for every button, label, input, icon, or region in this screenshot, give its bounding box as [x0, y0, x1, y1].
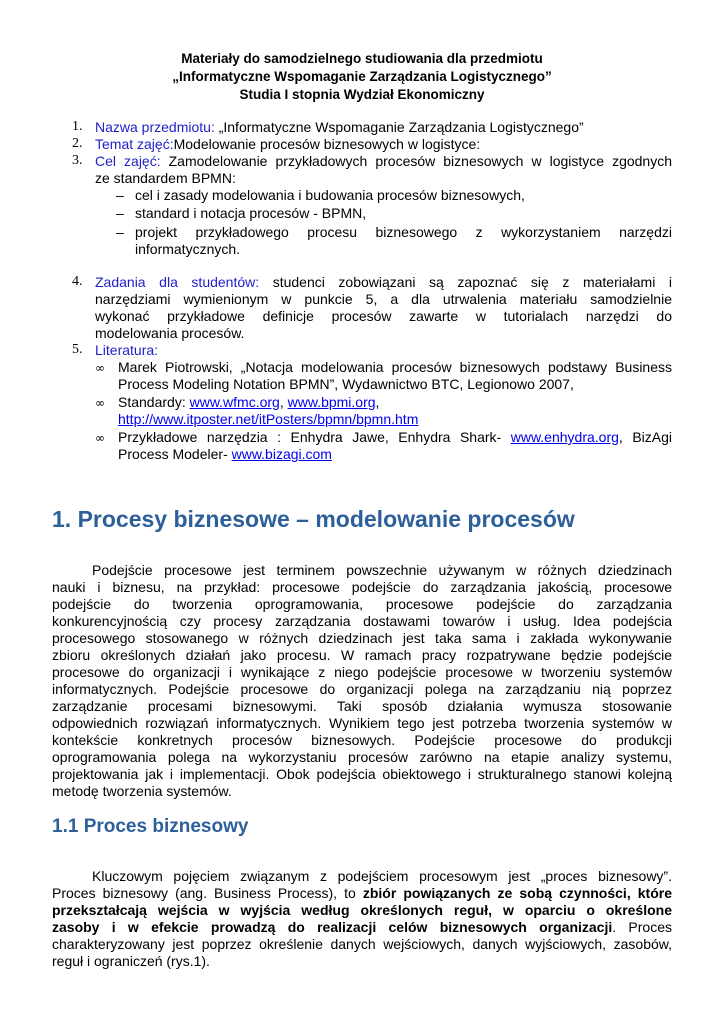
literature-item: Przykładowe narzędzia : Enhydra Jawe, Enhydra Shark- www.enhydra.org, BizAgi Process Modeler- www.bizagi.com	[118, 429, 673, 462]
subsection-heading: 1.1 Proces biznesowy	[52, 816, 249, 837]
document-header	[0, 50, 724, 104]
list-item-1	[95, 119, 672, 136]
list-item-label: Zadania dla studentów:	[95, 274, 260, 290]
link-bpmi[interactable]: www.bpmi.org	[287, 394, 376, 410]
header-line-1: Materiały do samodzielnego studiowania dla przedmiotu	[181, 51, 543, 66]
list-number: 2.	[72, 136, 83, 151]
dash-bullet: –	[116, 224, 124, 240]
dash-bullet: –	[116, 187, 124, 203]
list-item-line: modelowania procesów.	[95, 325, 245, 341]
list-item-line: Zadania dla studentów: studenci zobowiązani są zapoznać się z materiałami i	[95, 274, 673, 290]
list-item-text: Modelowanie procesów biznesowych w logistyce:	[173, 136, 481, 152]
list-item-text: „Informatyczne Wspomaganie Zarządzania Logistycznego”	[214, 119, 584, 135]
infinity-bullet: ∞	[95, 361, 105, 375]
list-item-line: Cel zajęć: Zamodelowanie przykładowych procesów biznesowych w logistyce zgodnych	[95, 153, 673, 169]
list-number: 1.	[72, 119, 83, 134]
sub-item: cel i zasady modelowania i budowania procesów biznesowych,	[135, 187, 525, 203]
list-item-label: Nazwa przedmiotu:	[95, 119, 215, 135]
list-item-2	[95, 136, 672, 153]
list-item-label: Temat zajęć:	[95, 136, 174, 152]
link-enhydra[interactable]: www.enhydra.org	[510, 429, 619, 445]
list-item-line: ze standardem BPMN:	[95, 170, 236, 186]
literature-item: Marek Piotrowski, „Notacja modelowania procesów biznesowych podstawy Business Process Modeling Notation BPMN”, Wydawnictwo BTC, Legionowo 2007,	[118, 359, 672, 392]
list-number: 5.	[72, 342, 83, 357]
section-paragraph: Podejście procesowe jest terminem powszechnie używanym w różnych dziedzinach nauki i biznesu, na przykład: procesowe podejście do zarządzania jakością, procesowe podejście do tworzenia oprogramowania, procesowe podejście do zarządzania konkurencyjnością czy procesy zarządzania dostawami towarów i usług. Idea podejścia procesowego stosowanego w różnych dziedzinach jest taka sama i zakłada wykonywanie zbioru określonych działań jako procesu. W ramach pracy rozpatrywane będzie podejście procesowe do organizacji i wynikające z niego podejście procesowe w tworzeniu systemów informatycznych. Podejście procesowe do organizacji polega na zarządzaniu nią poprzez zarządzanie procesami biznesowymi. Taki sposób działania wymusza stosowanie odpowiednich rozwiązań informatycznych. Wynikiem tego jest potrzeba tworzenia systemów w kontekście konkretnych procesów biznesowych. Podejście procesowe do produkcji oprogramowania polega na wykorzystaniu procesów zarówno na etapie analizy systemu, projektowania jak i implementacji. Obok podejścia obiektowego i strukturalnego stanowi kolejną metodę tworzenia systemów.	[52, 562, 672, 799]
header-line-3: Studia I stopnia Wydział Ekonomiczny	[239, 87, 485, 102]
list-item-line: narzędziami wymienionym w punkcie 5, a dla utrwalenia materiału samodzielnie	[95, 291, 672, 307]
list-number: 3.	[72, 153, 83, 168]
link-itposter[interactable]: http://www.itposter.net/itPosters/bpmn/bpmn.htm	[118, 411, 419, 427]
list-item-4	[95, 274, 672, 342]
infinity-bullet: ∞	[95, 396, 105, 410]
list-item-5	[95, 342, 672, 359]
subsection-paragraph: Kluczowym pojęciem związanym z podejściem procesowym jest „proces biznesowy”. Proces biznesowy (ang. Business Process), to zbiór powiązanych ze sobą czynności, które przekształcają wejścia w wyjścia według określonych reguł, w oparciu o określone zasoby i w efekcie prowadzą do realizacji celów biznesowych organizacji. Proces charakteryzowany jest poprzez określenie danych wejściowych, danych wyjściowych, zasobów, reguł i ograniczeń (rys.1).	[52, 868, 673, 969]
list-item-label: Literatura:	[95, 342, 159, 358]
list-number: 4.	[72, 274, 83, 289]
list-item-label: Cel zajęć:	[95, 153, 161, 169]
literature-item: Standardy: www.wfmc.org, www.bpmi.org, http://www.itposter.net/itPosters/bpmn/bpmn.htm	[118, 394, 419, 427]
infinity-bullet: ∞	[95, 431, 105, 445]
list-item-3	[95, 153, 672, 187]
dash-bullet: –	[116, 205, 124, 221]
sub-item: standard i notacja procesów - BPMN,	[135, 205, 367, 221]
section-heading: 1. Procesy biznesowe – modelowanie procesów	[52, 506, 575, 532]
list-item-line: wykonać przykładowe definicje procesów zawarte w tutorialach narzędzi do	[95, 308, 672, 324]
link-bizagi[interactable]: www.bizagi.com	[231, 446, 332, 462]
sub-item: projekt przykładowego procesu biznesowego z wykorzystaniem narzędzi informatycznych.	[135, 224, 672, 257]
header-line-2: „Informatyczne Wspomaganie Zarządzania Logistycznego”	[172, 69, 552, 84]
link-wfmc[interactable]: www.wfmc.org	[189, 394, 280, 410]
